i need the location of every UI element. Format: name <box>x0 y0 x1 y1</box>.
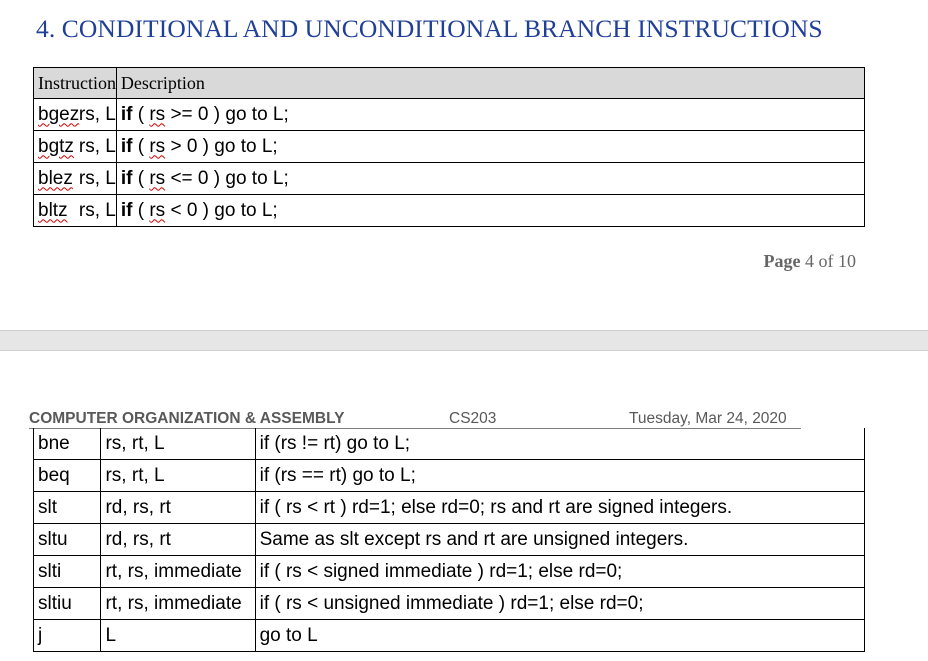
comparison-instruction-table <box>33 428 865 652</box>
header-instruction: Instruction <box>34 68 117 99</box>
op-cell: bgez <box>38 103 80 125</box>
table-header-row <box>34 68 865 99</box>
desc-cell: if ( rs >= 0 ) go to L; <box>116 99 864 131</box>
args-cell: rs, L <box>75 99 116 131</box>
desc-cell: if ( rs < signed immediate ) rd=1; else rd=0; <box>255 556 864 588</box>
table-row <box>34 492 865 524</box>
table-row <box>34 195 865 227</box>
args-cell: rs, L <box>75 163 116 195</box>
op-cell: bltz <box>38 199 68 221</box>
table-row <box>34 620 865 652</box>
args-cell: rs, rt, L <box>101 460 255 492</box>
table-row <box>34 131 865 163</box>
op-cell: slt <box>34 492 101 524</box>
desc-cell: Same as slt except rs and rt are unsigned integers. <box>255 524 864 556</box>
desc-cell: if ( rs <= 0 ) go to L; <box>116 163 864 195</box>
op-cell: sltu <box>34 524 101 556</box>
header-course: COMPUTER ORGANIZATION & ASSEMBLY <box>29 410 345 427</box>
section-heading: 4. CONDITIONAL AND UNCONDITIONAL BRANCH INSTRUCTIONS <box>36 14 823 43</box>
desc-cell: if (rs != rt) go to L; <box>255 428 864 460</box>
header-description: Description <box>116 68 864 99</box>
table-row <box>34 163 865 195</box>
args-cell: rt, rs, immediate <box>101 588 255 620</box>
page-break-gap <box>0 330 928 351</box>
page-number: Page 4 of 10 <box>763 251 856 271</box>
header-code: CS203 <box>449 410 497 427</box>
args-cell: L <box>101 620 255 652</box>
table-row <box>34 99 865 131</box>
desc-cell: go to L <box>255 620 864 652</box>
desc-cell: if ( rs < 0 ) go to L; <box>116 195 864 227</box>
op-cell: j <box>34 620 101 652</box>
op-cell: sltiu <box>34 588 101 620</box>
branch-instruction-table <box>33 67 865 227</box>
table-row <box>34 556 865 588</box>
op-cell: beq <box>34 460 101 492</box>
document-page-upper <box>0 0 928 330</box>
op-cell: bgtz <box>38 135 74 157</box>
args-cell: rt, rs, immediate <box>101 556 255 588</box>
args-cell: rd, rs, rt <box>101 492 255 524</box>
desc-cell: if ( rs > 0 ) go to L; <box>116 131 864 163</box>
desc-cell: if ( rs < rt ) rd=1; else rd=0; rs and rt are signed integers. <box>255 492 864 524</box>
header-date: Tuesday, Mar 24, 2020 <box>629 410 787 427</box>
table-row <box>34 428 865 460</box>
table-row <box>34 588 865 620</box>
running-header <box>29 410 801 429</box>
op-cell: slti <box>34 556 101 588</box>
table-row <box>34 460 865 492</box>
args-cell: rs, rt, L <box>101 428 255 460</box>
desc-cell: if (rs == rt) go to L; <box>255 460 864 492</box>
args-cell: rs, L <box>75 195 116 227</box>
args-cell: rd, rs, rt <box>101 524 255 556</box>
op-cell: bne <box>34 428 101 460</box>
args-cell: rs, L <box>75 131 116 163</box>
table-row <box>34 524 865 556</box>
op-cell: blez <box>38 167 73 189</box>
desc-cell: if ( rs < unsigned immediate ) rd=1; else rd=0; <box>255 588 864 620</box>
